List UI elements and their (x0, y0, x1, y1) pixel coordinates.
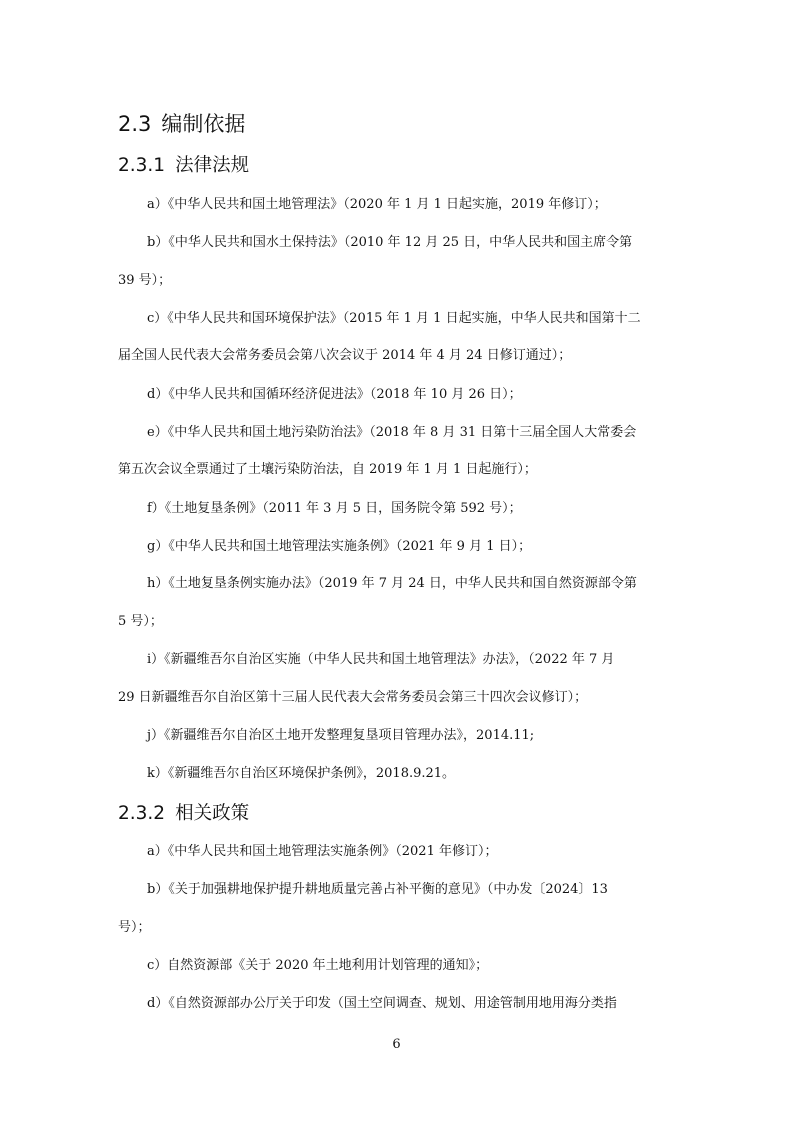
policy-item-c: c）自然资源部《关于 2020 年土地利用计划管理的通知》； (147, 958, 489, 973)
policy-item-d: d）《自然资源部办公厅关于印发（国土空间调查、规划、用途管制用地用海分类指 (147, 996, 617, 1011)
list-item-i-cont: 29 日新疆维吾尔自治区第十三届人民代表大会常务委员会第三十四次会议修订）； (118, 690, 588, 705)
list-item-h-cont: 5 号）； (118, 614, 163, 629)
subsection-title: 相关政策 (175, 803, 250, 824)
subsection-number: 2.3.1 (118, 155, 166, 176)
list-item-d: d）《中华人民共和国循环经济促进法》（2018 年 10 月 26 日）； (147, 387, 522, 402)
section-heading (118, 109, 245, 139)
list-item-f: f）《土地复垦条例》（2011 年 3 月 5 日，国务院令第 592 号）； (147, 501, 522, 516)
list-item-g: g）《中华人民共和国土地管理法实施条例》（2021 年 9 月 1 日）； (147, 539, 532, 554)
list-item-b: b）《中华人民共和国水土保持法》（2010 年 12 月 25 日，中华人民共和国主席令第 (147, 235, 633, 250)
policy-item-a: a）《中华人民共和国土地管理法实施条例》（2021 年修订）； (147, 844, 498, 859)
section-number: 2.3 (118, 112, 152, 136)
list-item-c: c）《中华人民共和国环境保护法》（2015 年 1 月 1 日起实施，中华人民共和国第十二 (147, 311, 641, 326)
list-item-b-cont: 39 号）； (118, 273, 172, 288)
list-item-c-cont: 届全国人民代表大会常务委员会第八次会议于 2014 年 4 月 24 日修订通过）； (118, 348, 572, 363)
subsection-heading-policies (118, 800, 249, 828)
list-item-h: h）《土地复垦条例实施办法》（2019 年 7 月 24 日，中华人民共和国自然资源部令第 (147, 576, 637, 591)
subsection-number: 2.3.2 (118, 803, 166, 824)
list-item-a: a）《中华人民共和国土地管理法》（2020 年 1 月 1 日起实施，2019 年修订）； (147, 197, 607, 212)
policy-item-b: b）《关于加强耕地保护提升耕地质量完善占补平衡的意见》（中办发〔2024〕13 (147, 882, 608, 897)
subsection-title: 法律法规 (175, 155, 250, 176)
list-item-e-cont: 第五次会议全票通过了土壤污染防治法，自 2019 年 1 月 1 日起施行）； (118, 462, 537, 477)
subsection-heading-laws (118, 152, 249, 180)
policy-item-b-cont: 号）； (118, 920, 151, 935)
page-number: 6 (392, 1037, 401, 1052)
list-item-k: k）《新疆维吾尔自治区环境保护条例》，2018.9.21。 (147, 766, 456, 781)
section-title: 编制依据 (161, 112, 246, 136)
list-item-e: e）《中华人民共和国土地污染防治法》（2018 年 8 月 31 日第十三届全国人大常委会 (147, 425, 637, 440)
list-item-i: i）《新疆维吾尔自治区实施（中华人民共和国土地管理法》办法》，（2022 年 7 月 (147, 652, 615, 667)
list-item-j: j）《新疆维吾尔自治区土地开发整理复垦项目管理办法》，2014.11; (147, 728, 535, 743)
